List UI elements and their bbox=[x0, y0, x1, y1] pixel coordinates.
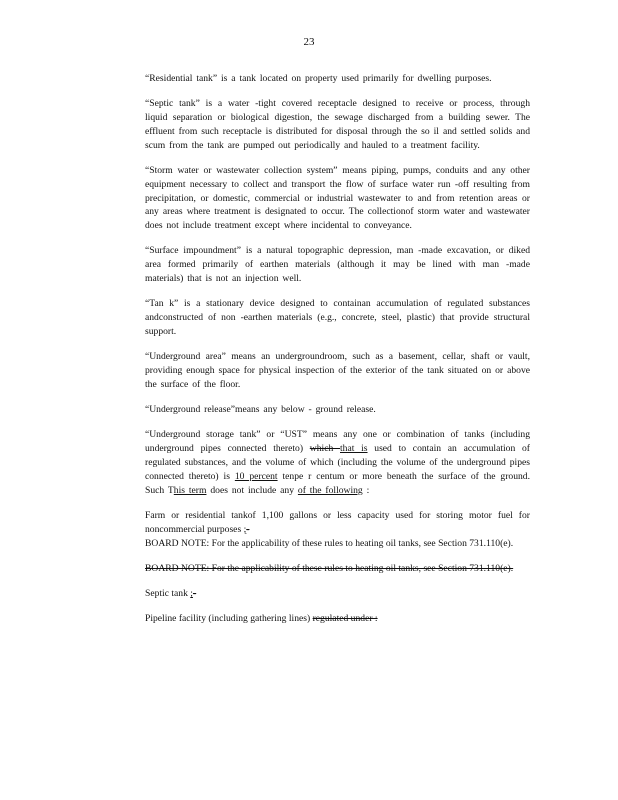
definition-residential-tank: “Residential tank” is a tank located on property used primarily for dwelling purposes. bbox=[145, 73, 492, 84]
ust-inserted-that-is: that is bbox=[340, 443, 368, 455]
ust-text-4: does not include any bbox=[206, 484, 298, 496]
board-note: BOARD NOTE: For the applicability of these rules to heating oil tanks, see Section 731.110(e). bbox=[145, 537, 514, 549]
definition-surface-impoundment: “Surface impoundment” is a natural topographic depression, man -made excavation, or diked area formed primarily of earthen materials (although it may be lined with man -made materials) that is not an injection well. bbox=[145, 245, 530, 285]
page-number: 23 bbox=[303, 36, 315, 48]
septic-tank-text: Septic tank bbox=[145, 588, 191, 600]
definition-tank: “Tan k” is a stationary device designed to containan accumulation of regulated substances andconstructed of non -earthen materials (e.g., concrete, steel, plastic) that provide structural support. bbox=[145, 298, 530, 337]
exclusion-septic-tank bbox=[145, 587, 530, 601]
board-note-deleted: BOARD NOTE: For the applicability of these rules to heating oil tanks, see Section 731.110(e). bbox=[145, 562, 514, 574]
exclusion-pipeline-facility bbox=[145, 612, 530, 626]
ust-inserted-his-term: his term bbox=[173, 484, 207, 496]
document-body bbox=[145, 72, 530, 638]
farm-tank-inserted-semicolon: ; bbox=[243, 523, 247, 535]
ust-inserted-10-percent: 10 percent bbox=[234, 470, 278, 482]
pipeline-facility-deleted-text: regulated under : bbox=[312, 613, 378, 625]
definition-underground-release: “Underground release”means any below - ground release. bbox=[145, 404, 376, 416]
exclusion-farm-tank bbox=[145, 509, 530, 550]
ust-deleted-which: which bbox=[309, 443, 340, 455]
ust-inserted-of-the-following: of the following bbox=[297, 484, 363, 496]
ust-text-5: : bbox=[362, 484, 370, 496]
ust-text-1: “Underground storage tank” or “UST” means any one or combination of tanks (including underground pipes connected thereto) bbox=[145, 429, 530, 455]
definition-underground-storage-tank bbox=[145, 428, 530, 497]
ust-text-3: tenpe r centum or more beneath the surface of the ground. Such T bbox=[145, 470, 530, 496]
septic-tank-deleted-dash: - bbox=[192, 588, 197, 600]
pipeline-facility-text: Pipeline facility (including gathering lines) bbox=[145, 613, 313, 625]
definition-septic-tank: “Septic tank” is a water -tight covered receptacle designed to receive or process, through liquid separation or biological digestion, the sewage discharged from a building sewer. The effluent from such receptacle is distributed for disposal through the so il and settled solids and scum from the tank are pumped out periodically and hauled to a treatment facility. bbox=[145, 98, 530, 151]
farm-tank-deleted-dash: - bbox=[246, 523, 250, 535]
farm-tank-text: Farm or residential tankof 1,100 gallons or less capacity used for storing motor fuel for noncommercial purposes bbox=[145, 509, 530, 535]
ust-text-2: used to contain an accumulation of regulated substances, and the volume of which (including the volume of the underground pipes connected thereto) is bbox=[145, 443, 530, 482]
definition-underground-area: “Underground area” means an undergroundroom, such as a basement, cellar, shaft or vault, providing enough space for physical inspection of the exterior of the tank situated on or above the surface of the floor. bbox=[145, 351, 530, 390]
septic-tank-inserted-semicolon: ; bbox=[190, 588, 193, 600]
definition-storm-water-collection-system: “Storm water or wastewater collection system” means piping, pumps, conduits and any other equipment necessary to collect and transport the flow of surface water run -off resulting from precipitation, or domestic, commercial or industrial wastewater to and from retention areas or any areas where treatment is designated to occur. The collectionof storm water and wastewater does not include treatment except where incidental to conveyance. bbox=[145, 164, 530, 232]
